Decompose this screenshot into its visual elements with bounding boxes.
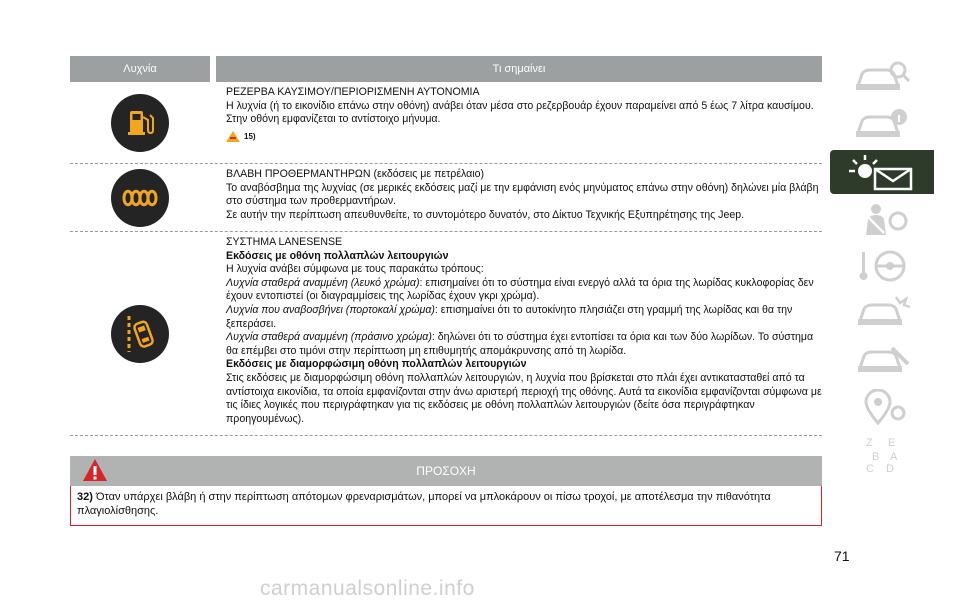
row-text: Η λυχνία (ή το εικονίδιο επάνω στην οθόνη) ανάβει όταν μέσα στο ρεζερβουάρ έχουν παραμείνει από 5 έως 7 λίτρα καυσίμου. Στην οθόνη εμφανίζεται το αντίστοιχο μήνυμα. xyxy=(226,99,814,126)
mode-text: : επισημαίνει ότι το αυτοκίνητο πλησιάζει στη γραμμή της λωρίδας και θα την ξεπεράσει. xyxy=(226,303,793,330)
tab-car-crash[interactable] xyxy=(830,291,934,335)
reference xyxy=(226,130,822,144)
steering-wheel-icon xyxy=(852,248,912,284)
car-wrench-icon xyxy=(852,342,912,378)
mode-text: : επισημαίνει ότι το σύστημα είναι ενεργό αλλά τα όρια της λωρίδας κυκλοφορίας δεν έχουν εντοπιστεί (οι διαγραμμίσεις της λωρίδας έχουν γκρι χρώμα). xyxy=(226,276,814,303)
index-letter: A xyxy=(890,451,898,463)
reference-number: 15) xyxy=(244,131,256,141)
chapter-sidebar xyxy=(830,56,934,479)
warning-box xyxy=(70,456,822,526)
car-crash-icon xyxy=(852,295,912,331)
warning-title: ΠΡΟΣΟΧΗ xyxy=(416,464,476,478)
indicator-table xyxy=(70,56,822,436)
map-pin-icon xyxy=(852,389,912,425)
mode-text: : δηλώνει ότι το σύστημα έχει εντοπίσει τα όρια και των δύο λωρίδων. Το σύστημα θα επέμβει στο τιμόνι στην περίπτωση μη επιθυμητής απομάκρυνσης από τη λωρίδα. xyxy=(226,331,814,357)
row-text: Το αναβόσβημα της λυχνίας (σε μερικές εκδόσεις μαζί με την εμφάνιση ενός μηνύματος επάνω στην οθόνη) δηλώνει μία βλάβη στο σύστημα των προθερμαντήρων. xyxy=(226,181,819,208)
table-header xyxy=(70,56,822,82)
index-letter: B xyxy=(872,451,880,463)
warning-triangle-icon xyxy=(82,458,108,482)
warning-lights-icon xyxy=(847,153,917,191)
glow-plug-icon xyxy=(111,169,169,227)
row-title: ΡΕΖΕΡΒΑ ΚΑΥΣΙΜΟΥ/ΠΕΡΙΟΡΙΣΜΕΝΗ ΑΥΤΟΝΟΜΙΑ xyxy=(226,86,480,98)
row-text: Η λυχνία ανάβει σύμφωνα με τους παρακάτω τρόπους: xyxy=(226,263,484,276)
table-row xyxy=(70,232,822,436)
page-number: 71 xyxy=(834,548,850,564)
tab-warning-lights[interactable] xyxy=(830,150,934,194)
tab-index[interactable] xyxy=(830,432,934,476)
tab-seat-belt[interactable] xyxy=(830,197,934,241)
header-meaning: Τι σημαίνει xyxy=(210,56,822,82)
row-title: ΒΛΑΒΗ ΠΡΟΘΕΡΜΑΝΤΗΡΩΝ (εκδόσεις με πετρέλαιο) xyxy=(226,168,485,180)
car-search-icon xyxy=(852,60,912,96)
caution-icon xyxy=(226,131,240,142)
lanesense-icon xyxy=(111,305,169,363)
index-letter: D xyxy=(886,463,894,474)
row-subtitle: Εκδόσεις με οθόνη πολλαπλών λειτουργιών xyxy=(226,249,449,262)
mode-label: Λυχνία που αναβοσβήνει (πορτοκαλί χρώμα) xyxy=(226,303,435,316)
tab-navigation[interactable] xyxy=(830,385,934,429)
row-title: ΣΥΣΤΗΜΑ LANESENSE xyxy=(226,236,343,248)
header-lamp: Λυχνία xyxy=(123,63,157,75)
tab-steering[interactable] xyxy=(830,244,934,288)
warning-number: 32) xyxy=(77,491,93,503)
index-letter: E xyxy=(888,437,896,449)
tab-car-search[interactable] xyxy=(830,56,934,100)
row-subtitle: Εκδόσεις με διαμορφώσιμη οθόνη πολλαπλών λειτουργιών xyxy=(226,358,527,371)
car-info-icon xyxy=(852,107,912,143)
index-letter: C xyxy=(866,463,874,474)
warning-header xyxy=(70,456,822,486)
watermark: carmanualsonline.info xyxy=(260,577,475,600)
fuel-pump-icon xyxy=(111,94,169,152)
mode-label: Λυχνία σταθερά αναμμένη (πράσινο χρώμα) xyxy=(226,331,432,344)
tab-car-service[interactable] xyxy=(830,338,934,382)
table-row xyxy=(70,164,822,232)
index-letter: Z xyxy=(866,437,873,449)
row-text: Στις εκδόσεις με διαμορφώσιμη οθόνη πολλαπλών λειτουργιών, η λυχνία που βρίσκεται στο πλάι έχει αντικατασταθεί από τα αντίστοιχα εικονίδια, τα οποία εμφανίζονται στην άνω αριστερή περιοχή της οθόνης. Αυτά τα εικονίδια εμφανίζονται σύμφωνα με τις ίδιες λογικές που περιγράφτηκαν για τις εκδόσεις με οθόνη πολλαπλών λειτουργιών (δείτε όσα περιγράφτηκαν προηγουμένως). xyxy=(226,371,822,425)
tab-car-info[interactable] xyxy=(830,103,934,147)
warning-text: Όταν υπάρχει βλάβη ή στην περίπτωση απότομων φρεναρισμάτων, μπορεί να μπλοκάρουν οι πίσω τροχοί, με αποτέλεσμα την πιθανότητα πλαγιολίσθησης. xyxy=(77,491,771,517)
row-text: Σε αυτήν την περίπτωση απευθυνθείτε, το συντομότερο δυνατόν, στο Δίκτυο Τεχνικής Εξυπηρέτησης της Jeep. xyxy=(226,208,745,221)
alphabet-index-icon xyxy=(852,434,912,474)
mode-label: Λυχνία σταθερά αναμμένη (λευκό χρώμα) xyxy=(226,276,420,289)
table-row xyxy=(70,82,822,164)
seat-belt-icon xyxy=(852,201,912,237)
warning-body xyxy=(70,486,822,526)
